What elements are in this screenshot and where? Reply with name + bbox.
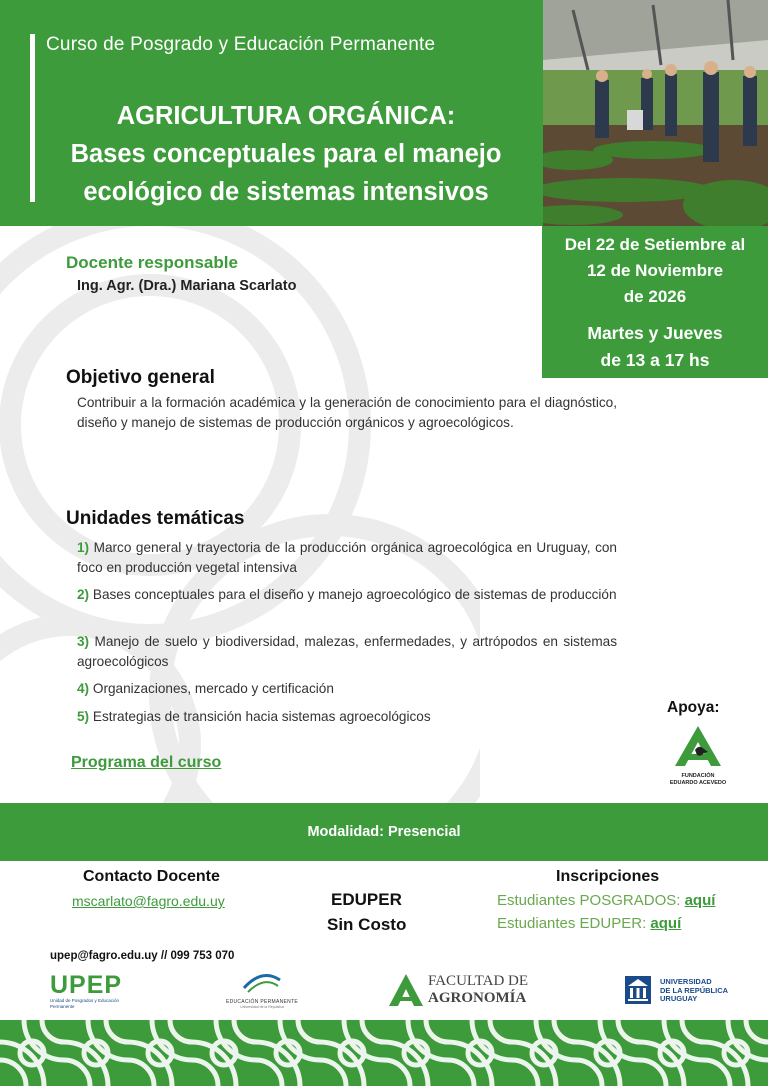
unit-text: Bases conceptuales para el diseño y manejo agroecológico de sistemas de producción [92, 587, 617, 602]
educacion-permanente-text: EDUCACIÓN PERMANENTE [225, 999, 299, 1005]
course-title [40, 97, 532, 211]
educacion-permanente-sub: Universidad de la República [240, 1005, 284, 1009]
docente-heading: Docente responsable [66, 253, 238, 272]
objetivo-text: Contribuir a la formación académica y la generación de conocimiento para el diagnóstico, diseño y manejo de sistemas de producción orgánicos y agroecológicos. [77, 395, 617, 430]
fundacion-line2: EDUARDO ACEVEDO [669, 780, 727, 786]
date-line1: Del 22 de Setiembre al [564, 235, 746, 254]
footer-pattern-graphic [0, 1020, 768, 1086]
facultad-line2: AGRONOMÍA [428, 990, 527, 1006]
facultad-line1: FACULTAD DE [428, 973, 529, 989]
fundacion-logo [665, 724, 731, 788]
unit-text: Organizaciones, mercado y certificación [92, 681, 334, 696]
course-title-line3: ecológico de sistemas intensivos [83, 178, 489, 206]
apoya-label: Apoya: [667, 699, 720, 716]
header-banner [0, 0, 768, 226]
unit-item-3 [77, 632, 617, 672]
schedule-hours: de 13 a 17 hs [600, 350, 710, 370]
unit-text: Manejo de suelo y biodiversidad, malezas, enfermedades, y artrópodos en sistemas agroecológicos [77, 634, 617, 669]
header-accent-bar [30, 34, 35, 202]
unit-item-5 [77, 707, 617, 727]
programa-link[interactable]: Programa del curso [71, 754, 222, 771]
date-box [542, 226, 768, 378]
objetivo-heading: Objetivo general [66, 367, 215, 388]
header-subtitle: Curso de Posgrado y Educación Permanente [46, 34, 436, 55]
date-line2: 12 de Noviembre [586, 261, 724, 280]
udelar-line3: URUGUAY [660, 994, 698, 1003]
date-line3: de 2026 [623, 287, 687, 306]
fundacion-a-icon [665, 724, 731, 768]
footer-pattern [0, 1020, 768, 1086]
unit-number: 5) [77, 709, 90, 724]
eduper-label: EDUPER [331, 890, 402, 909]
unit-text: Marco general y trayectoria de la producción orgánica agroecológica en Uruguay, con foco en producción vegetal intensiva [77, 540, 617, 575]
contacto-heading: Contacto Docente [83, 868, 220, 885]
schedule-days: Martes y Jueves [587, 323, 723, 343]
eduper-label-text: Estudiantes EDUPER: [497, 915, 647, 932]
udelar-line2: DE LA REPÚBLICA [660, 985, 729, 995]
unidades-heading: Unidades temáticas [66, 508, 245, 529]
posgrados-aqui-link[interactable]: aquí [684, 892, 716, 909]
upep-logo-text: UPEP [50, 971, 123, 999]
contacto-email-link[interactable]: mscarlato@fagro.edu.uy [72, 893, 225, 909]
educacion-permanente-icon [240, 972, 284, 994]
unit-number: 3) [77, 634, 90, 649]
fundacion-line1: FUNDACIÓN [681, 773, 715, 779]
unit-item-4 [77, 679, 617, 699]
facultad-a-icon [388, 973, 424, 1007]
udelar-logo [624, 975, 734, 1009]
course-title-line2: Bases conceptuales para el manejo [70, 140, 502, 168]
docente-name: Ing. Agr. (Dra.) Mariana Scarlato [77, 278, 297, 294]
course-title-line1: AGRICULTURA ORGÁNICA: [116, 102, 456, 130]
unit-item-2 [77, 585, 617, 605]
modalidad-banner: Modalidad: Presencial [0, 803, 768, 861]
unit-number: 4) [77, 681, 90, 696]
unit-number: 2) [77, 587, 90, 602]
upep-contact: upep@fagro.edu.uy // 099 753 070 [50, 950, 235, 962]
udelar-building-icon [624, 975, 652, 1005]
upep-logo [50, 972, 140, 1012]
facultad-agronomia-logo [388, 973, 548, 1009]
unit-text: Estrategias de transición hacia sistemas agroecológicos [92, 709, 431, 724]
inscripciones-eduper [497, 915, 681, 932]
unit-item-1 [77, 538, 617, 578]
posgrados-label: Estudiantes POSGRADOS: [497, 892, 681, 909]
inscripciones-posgrados [497, 892, 715, 909]
educacion-permanente-logo [222, 972, 302, 1012]
eduper-aqui-link[interactable]: aquí [650, 915, 682, 932]
greenhouse-photo [543, 0, 768, 226]
unit-number: 1) [77, 540, 90, 555]
inscripciones-heading: Inscripciones [556, 868, 660, 885]
upep-logo-sub: Unidad de Posgrados y Educación Permanente [50, 998, 120, 1009]
udelar-line1: UNIVERSIDAD [660, 977, 712, 986]
eduper-cost: Sin Costo [327, 915, 407, 934]
